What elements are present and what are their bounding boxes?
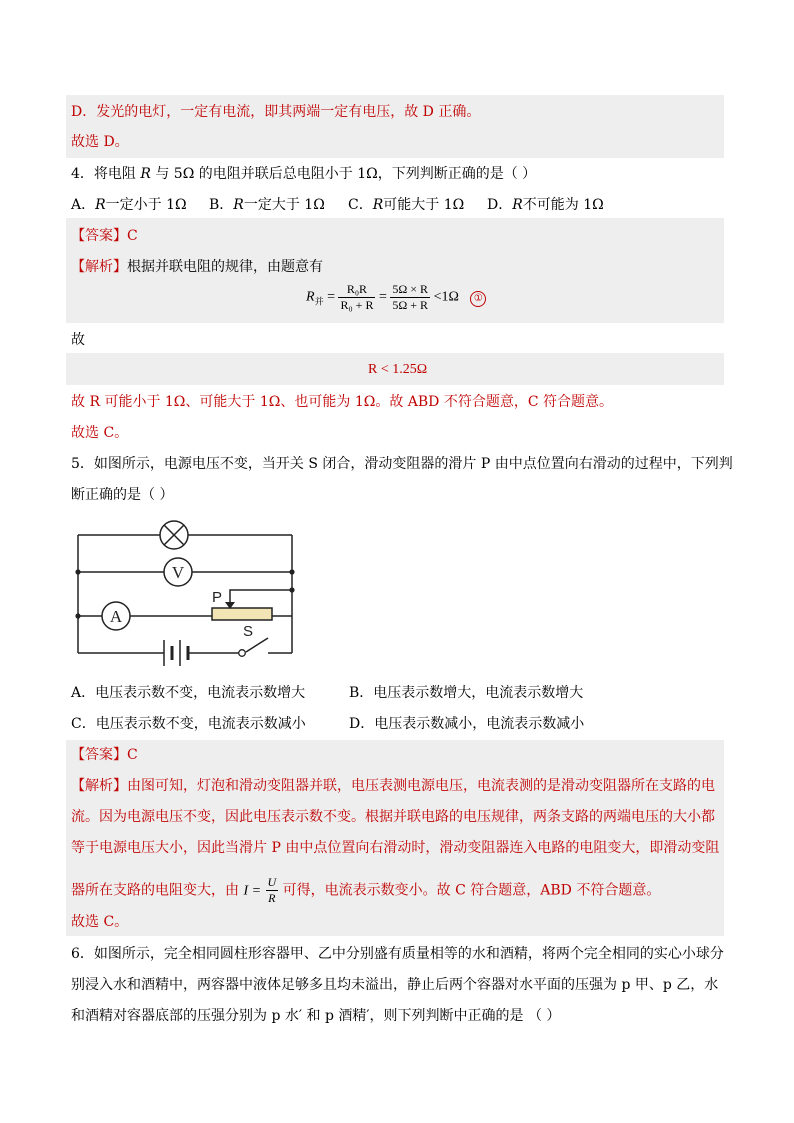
svg-text:V: V xyxy=(171,563,185,582)
q5-stem-line-1: 5．如图所示，电源电压不变，当开关 S 闭合，滑动变阻器的滑片 P 由中点位置向右滑动的过程中，下列判 xyxy=(71,456,733,472)
voltmeter-icon xyxy=(164,558,192,586)
svg-text:A: A xyxy=(109,607,123,626)
circuit-diagram xyxy=(60,510,310,675)
ohm-fraction: $\frac{U}{R}$ xyxy=(267,875,277,905)
q4-answer: 【答案】C xyxy=(71,228,138,244)
q4-select: 故选 C。 xyxy=(71,425,129,441)
q4-option-c: C．R可能大于 1Ω xyxy=(348,197,465,213)
q4-formula: $R_并$ = $\frac{\text{R₀R}}{\text{R₀ + R}}$ = $\frac{5\Omega \times R}{5\Omega + R}$ <1Ω ① xyxy=(306,282,486,313)
q3-select: 故选 D。 xyxy=(71,134,129,150)
switch-label: S xyxy=(242,623,254,640)
q4-fraction-1: $\frac{\text{R₀R}}{\text{R₀ + R}}$ xyxy=(340,282,374,312)
q5-select: 故选 C。 xyxy=(71,914,129,930)
q4-result: R < 1.25Ω xyxy=(368,362,428,377)
battery-icon xyxy=(164,640,188,666)
rheostat-icon xyxy=(212,589,272,620)
q6-stem-line-3: 和酒精对容器底部的压强分别为 p 水′ 和 p 酒精′，则下列判断中正确的是 （ ） xyxy=(71,1008,561,1024)
q4-option-a: A．R一定小于 1Ω xyxy=(71,197,187,213)
q4-fraction-2: $\frac{5\Omega \times R}{5\Omega + R}$ xyxy=(392,282,429,312)
q4-option-d: D．R不可能为 1Ω xyxy=(487,197,604,213)
q3-option-d-analysis: D．发光的电灯，一定有电流，即其两端一定有电压，故 D 正确。 xyxy=(71,104,481,120)
q5-analysis-line-4: 器所在支路的电阻变大，由 I = $\frac{U}{R}$ 可得，电流表示数变小。故 C 符合题意，ABD 不符合题意。 xyxy=(71,875,661,905)
ammeter-icon xyxy=(102,602,130,630)
q5-analysis-line-1: 【解析】由图可知，灯泡和滑动变阻器并联，电压表测电源电压，电流表测的是滑动变阻器所在支路的电 xyxy=(71,778,715,794)
q4-stem: 4．将电阻 R 与 5Ω 的电阻并联后总电阻小于 1Ω，下列判断正确的是（ ） xyxy=(71,166,537,182)
q5-option-a: A．电压表示数不变，电流表示数增大 xyxy=(71,685,306,701)
q4-option-b: B．R一定大于 1Ω xyxy=(209,197,325,213)
q5-option-d: D．电压表示数减小，电流表示数减小 xyxy=(349,716,585,732)
q6-stem-line-1: 6．如图所示，完全相同圆柱形容器甲、乙中分别盛有质量相等的水和酒精，将两个完全相同的实心小球分 xyxy=(71,946,724,962)
q4-conclusion: 故 R 可能小于 1Ω、可能大于 1Ω、也可能为 1Ω。故 ABD 不符合题意，C 符合题意。 xyxy=(71,394,614,410)
q5-analysis-line-3: 等于电源电压大小，因此当滑片 P 由中点位置向右滑动时，滑动变阻器连入电路的电阻变大，即滑动变阻 xyxy=(71,840,720,856)
q5-stem-line-2: 断正确的是（ ） xyxy=(71,487,174,503)
equation-marker: ① xyxy=(470,291,486,307)
q5-analysis-line-2: 流。因为电源电压不变，因此电压表示数不变。根据并联电路的电压规律，两条支路的两端电压的大小都 xyxy=(71,809,715,825)
slider-label: P xyxy=(211,589,223,606)
q5-option-c: C．电压表示数不变，电流表示数减小 xyxy=(71,716,306,732)
q5-option-b: B．电压表示数增大，电流表示数增大 xyxy=(349,685,584,701)
lamp-icon xyxy=(160,521,188,549)
q4-analysis: 【解析】根据并联电阻的规律，由题意有 xyxy=(71,259,323,275)
q5-answer: 【答案】C xyxy=(71,747,138,763)
q4-therefore: 故 xyxy=(71,332,85,348)
q6-stem-line-2: 别浸入水和酒精中，两容器中液体足够多且均未溢出，静止后两个容器对水平面的压强为 p 甲、p 乙，水 xyxy=(71,977,719,993)
